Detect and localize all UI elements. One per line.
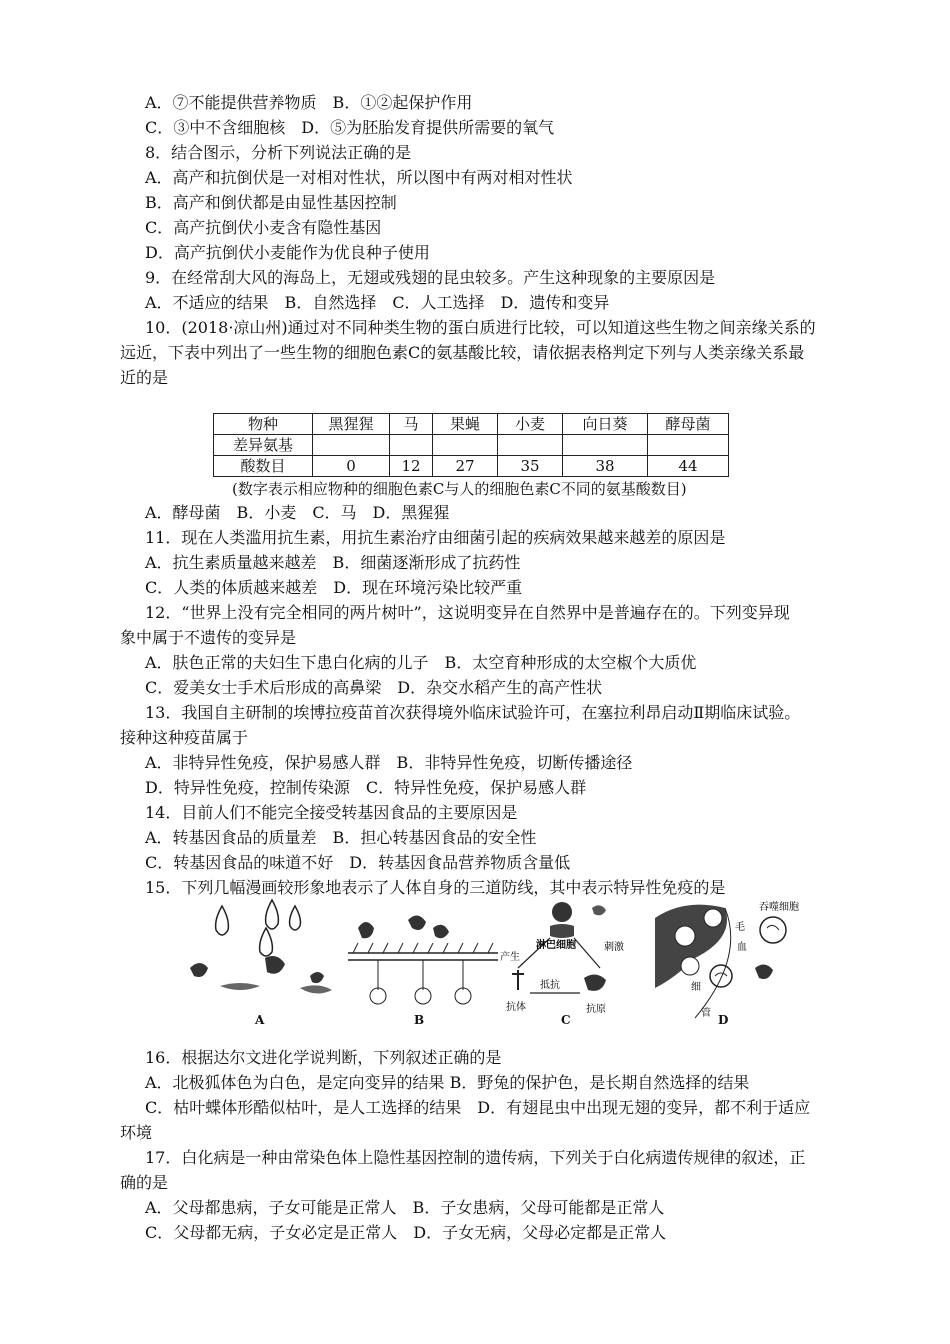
label-guan: 管 (701, 1008, 711, 1019)
q10-stem-line1: 10．(2018·凉山州)通过对不同种类生物的蛋白质进行比较，可以知道这些生物之间亲缘关系的 (145, 318, 816, 337)
label-antigen: 抗原 (586, 1004, 606, 1015)
q8-stem: 8．结合图示，分析下列说法正确的是 (145, 143, 412, 162)
cartoon-c-image (500, 898, 640, 1028)
q12-stem-line2: 象中属于不遗传的变异是 (120, 628, 297, 647)
q14-options-cd: C．转基因食品的味道不好 D．转基因食品营养物质含量低 (145, 853, 571, 872)
q12-options-cd: C．爱美女士手术后形成的高鼻梁 D．杂交水稻产生的高产性状 (145, 678, 603, 697)
q7-options-ab: A．⑦不能提供营养物质 B．①②起保护作用 (145, 93, 473, 112)
label-lymphocyte: 淋巴细胞 (536, 940, 576, 951)
q10-stem-line2: 远近，下表中列出了一些生物的细胞色素C的氨基酸比较，请依据表格判定下列与人类亲缘关系最 (120, 343, 805, 362)
q13-options-dc: D．特异性免疫，控制传染源 C．特异性免疫，保护易感人群 (145, 778, 587, 797)
label-produce: 产生 (500, 952, 520, 963)
q17-options-ab: A．父母都患病，子女可能是正常人 B．子女患病，父母可能都是正常人 (145, 1198, 665, 1217)
table-cell: 12 (390, 456, 433, 477)
q7-options-cd: C．③中不含细胞核 D．⑤为胚胎发育提供所需要的氧气 (145, 118, 555, 137)
q17-stem-line1: 17．白化病是一种由常染色体上隐性基因控制的遗传病，下列关于白化病遗传规律的叙述，正 (145, 1148, 806, 1167)
q13-stem-line1: 13．我国自主研制的埃博拉疫苗首次获得境外临床试验许可，在塞拉利昂启动Ⅱ期临床试验。 (145, 703, 801, 722)
table-row-label: 酸数目 (214, 456, 313, 477)
q9-options: A．不适应的结果 B．自然选择 C．人工选择 D．遗传和变异 (145, 293, 610, 312)
cartoon-a-image (180, 898, 340, 1028)
table-header-cell: 果蝇 (433, 414, 498, 435)
cartoon-d-image (655, 898, 805, 1028)
table-header-cell: 小麦 (498, 414, 563, 435)
cartoon-a-caption: A (255, 1013, 265, 1027)
table-header-cell: 马 (390, 414, 433, 435)
q17-options-cd: C．父母都无病，子女必定是正常人 D．子女无病，父母必定都是正常人 (145, 1223, 667, 1242)
cartoon-d-caption: D (718, 1013, 729, 1027)
table-cell: 27 (433, 456, 498, 477)
table-header-row (214, 414, 729, 435)
table-row-label: 差异氨基 (214, 435, 313, 456)
q16-options-cd: C．枯叶蝶体形酷似枯叶，是人工选择的结果 D．有翅昆虫中出现无翅的变异，都不利于适应 (145, 1098, 811, 1117)
q8-option-b: B．高产和倒伏都是由显性基因控制 (145, 193, 397, 212)
table-header-cell: 向日葵 (563, 414, 648, 435)
q8-option-d: D．高产抗倒伏小麦能作为优良种子使用 (145, 243, 430, 262)
table-header-cell: 物种 (214, 414, 313, 435)
q11-options-cd: C．人类的体质越来越差 D．现在环境污染比较严重 (145, 578, 523, 597)
q15-stem: 15．下列几幅漫画较形象地表示了人体自身的三道防线，其中表示特异性免疫的是 (145, 878, 726, 897)
q9-stem: 9．在经常刮大风的海岛上，无翅或残翅的昆虫较多。产生这种现象的主要原因是 (145, 268, 716, 287)
table-cell: 0 (313, 456, 390, 477)
table-cell: 35 (498, 456, 563, 477)
label-stimulate: 刺激 (604, 942, 624, 953)
q11-options-ab: A．抗生素质量越来越差 B．细菌逐渐形成了抗药性 (145, 553, 521, 572)
label-mao: 毛 (735, 922, 745, 933)
table-row (214, 456, 729, 477)
table-row (214, 435, 729, 456)
label-xue: 血 (737, 942, 747, 953)
q16-stem: 16．根据达尔文进化学说判断，下列叙述正确的是 (145, 1048, 502, 1067)
label-phagocyte: 吞噬细胞 (759, 902, 799, 913)
q11-stem: 11．现在人类滥用抗生素，用抗生素治疗由细菌引起的疾病效果越来越差的原因是 (145, 528, 726, 547)
table-note: (数字表示相应物种的细胞色素C与人的细胞色素C不同的氨基酸数目) (232, 480, 687, 498)
table-cell: 44 (648, 456, 729, 477)
table-header-cell: 黑猩猩 (313, 414, 390, 435)
cartoon-c-caption: C (561, 1013, 571, 1027)
label-resist: 抵抗 (540, 980, 560, 991)
q12-stem-line1: 12．“世界上没有完全相同的两片树叶”，这说明变异在自然界中是普遍存在的。下列变异现 (145, 603, 790, 622)
q13-options-ab: A．非特异性免疫，保护易感人群 B．非特异性免疫，切断传播途径 (145, 753, 633, 772)
q14-stem: 14．目前人们不能完全接受转基因食品的主要原因是 (145, 803, 518, 822)
cartoon-b-image (348, 898, 498, 1028)
cytochrome-c-table (213, 413, 729, 477)
q14-options-ab: A．转基因食品的质量差 B．担心转基因食品的安全性 (145, 828, 537, 847)
q17-stem-line2: 确的是 (120, 1173, 169, 1192)
q16-options-cd-cont: 环境 (120, 1123, 153, 1142)
table-header-cell: 酵母菌 (648, 414, 729, 435)
q13-stem-line2: 接种这种疫苗属于 (120, 728, 249, 747)
q10-options: A．酵母菌 B．小麦 C．马 D．黑猩猩 (145, 503, 450, 522)
label-xi: 细 (691, 982, 701, 993)
q8-option-a: A．高产和抗倒伏是一对相对性状，所以图中有两对相对性状 (145, 168, 573, 187)
label-antibody: 抗体 (506, 1002, 526, 1013)
q16-options-ab: A．北极狐体色为白色，是定向变异的结果 B．野兔的保护色，是长期自然选择的结果 (145, 1073, 750, 1092)
cartoon-b-caption: B (414, 1013, 425, 1027)
q12-options-ab: A．肤色正常的夫妇生下患白化病的儿子 B．太空育种形成的太空椒个大质优 (145, 653, 697, 672)
table-cell: 38 (563, 456, 648, 477)
q10-stem-line3: 近的是 (120, 368, 169, 387)
q8-option-c: C．高产抗倒伏小麦含有隐性基因 (145, 218, 382, 237)
